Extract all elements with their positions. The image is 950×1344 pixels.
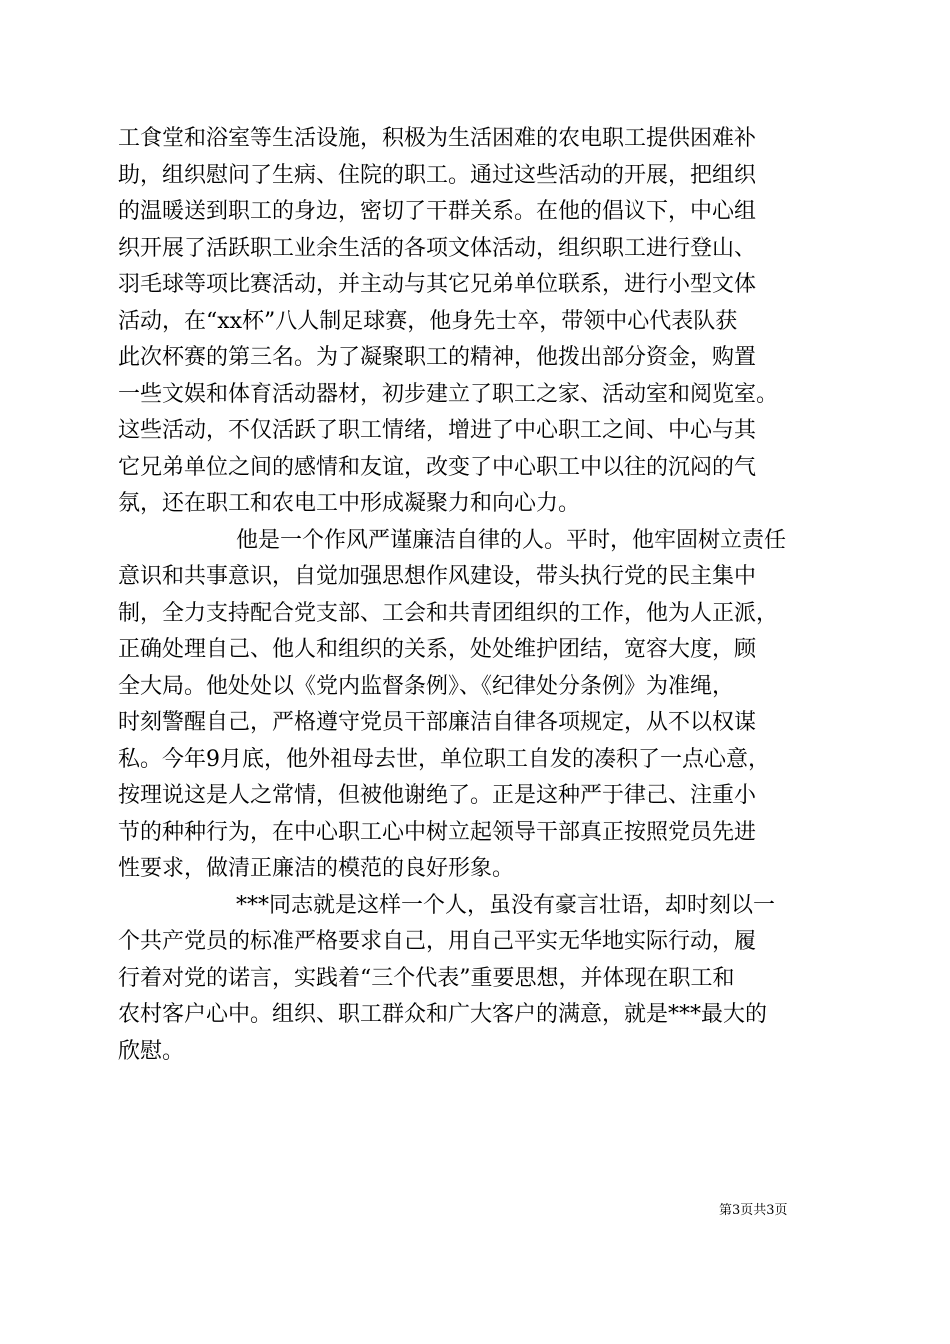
paragraph-line: 他是一个作风严谨廉洁自律的人。平时，他牢固树立责任: [236, 527, 787, 553]
paragraph-line: 这些活动，不仅活跃了职工情绪，增进了中心职工之间、中心与其: [118, 418, 757, 443]
paragraph-line: 此次杯赛的第三名。为了凝聚职工的精神，他拨出部分资金，购置: [118, 345, 757, 370]
paragraph-line: 全大局。他处处以《党内监督条例》、《纪律处分条例》为准绳，: [118, 673, 735, 699]
paragraph-line: 助，组织慰问了生病、住院的职工。通过这些活动的开展，把组织: [118, 162, 757, 188]
paragraph-line: 羽毛球等项比赛活动，并主动与其它兄弟单位联系，进行小型文体: [118, 272, 757, 297]
paragraph-line: 私。今年9月底，他外祖母去世，单位职工自发的凑积了一点心意，: [118, 746, 770, 772]
document-body: [118, 121, 828, 1070]
paragraph-line: 欣慰。: [118, 1038, 185, 1064]
page-number: 第3页共3页: [719, 1203, 788, 1218]
paragraph-line: 正确处理自己、他人和组织的关系，处处维护团结，宽容大度，顾: [118, 637, 757, 662]
paragraph-line: ***同志就是这样一个人，虽没有豪言壮语，却时刻以一: [236, 892, 776, 918]
paragraph-3: [118, 888, 828, 1071]
paragraph-line: 个共产党员的标准严格要求自己，用自己平实无华地实际行动，履: [118, 929, 757, 954]
paragraph-line: 工食堂和浴室等生活设施，积极为生活困难的农电职工提供困难补: [118, 126, 757, 151]
paragraph-line: 时刻警醒自己，严格遵守党员干部廉洁自律各项规定，从不以权谋: [118, 710, 757, 735]
paragraph-line: 制，全力支持配合党支部、工会和共青团组织的工作，他为人正派，: [118, 600, 779, 626]
paragraph-line: 意识和共事意识，自觉加强思想作风建设，带头执行党的民主集中: [118, 564, 757, 589]
paragraph-line: 织开展了活跃职工业余生活的各项文体活动，组织职工进行登山、: [118, 235, 757, 261]
paragraph-2: [118, 523, 828, 888]
paragraph-line: 氛，还在职工和农电工中形成凝聚力和向心力。: [118, 491, 581, 516]
paragraph-line: 一些文娱和体育活动器材，初步建立了职工之家、活动室和阅览室。: [118, 381, 779, 407]
paragraph-line: 它兄弟单位之间的感情和友谊，改变了中心职工中以往的沉闷的气: [118, 454, 757, 480]
paragraph-line: 的温暖送到职工的身边，密切了干群关系。在他的倡议下，中心组: [118, 199, 757, 224]
paragraph-1: [118, 121, 828, 523]
paragraph-line: 农村客户心中。组织、职工群众和广大客户的满意，就是***最大的: [118, 1002, 768, 1027]
paragraph-line: 行着对党的诺言，实践着“三个代表”重要思想，并体现在职工和: [118, 965, 735, 991]
paragraph-line: 节的种种行为，在中心职工心中树立起领导干部真正按照党员先进: [118, 819, 757, 845]
paragraph-line: 按理说这是人之常情，但被他谢绝了。正是这种严于律己、注重小: [118, 783, 757, 808]
paragraph-line: 性要求，做清正廉洁的模范的良好形象。: [118, 856, 515, 881]
paragraph-line: 活动，在“xx杯”八人制足球赛，他身先士卒，带领中心代表队获: [118, 308, 738, 334]
